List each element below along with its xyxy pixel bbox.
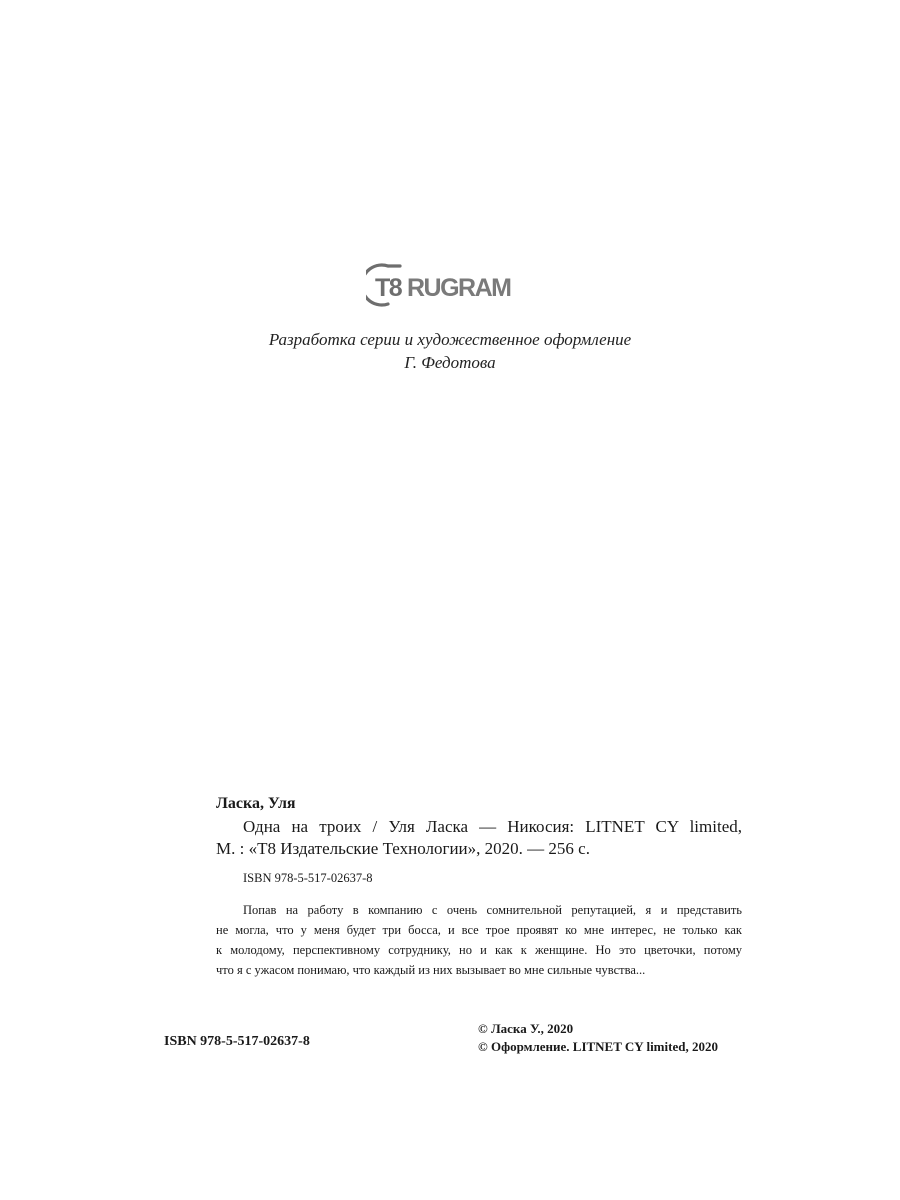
citation-line: М. : «Т8 Издательские Технологии», 2020. — 256 с. — [216, 839, 590, 858]
citation-line: Одна на троих / Уля Ласка — Никосия: LITNET CY limited, — [243, 817, 742, 836]
annotation — [216, 900, 742, 980]
logo-mark: T8 — [375, 274, 402, 302]
publisher-logo — [366, 262, 526, 308]
annotation-line: к молодому, перспективному сотруднику, но и как к женщине. Но это цветочки, потому — [216, 943, 742, 957]
bibliographic-record — [216, 794, 742, 980]
credit-line-design: Разработка серии и художественное оформление — [268, 330, 632, 349]
annotation-line: что я с ужасом понимаю, что каждый из них вызывает во мне сильные чувства... — [216, 963, 646, 977]
annotation-line: Попав на работу в компанию с очень сомнительной репутацией, я и представить — [243, 903, 742, 917]
citation — [216, 816, 742, 860]
copyright-author: © Ласка У., 2020 — [478, 1021, 574, 1036]
t8-rugram-logo-icon — [366, 262, 526, 308]
record-isbn: ISBN 978-5-517-02637-8 — [243, 871, 373, 885]
footer-isbn: ISBN 978-5-517-02637-8 — [164, 1034, 310, 1049]
credit-line-designer: Г. Федотова — [404, 353, 496, 372]
copyright-design: © Оформление. LITNET CY limited, 2020 — [478, 1039, 718, 1054]
annotation-line: не могла, что у меня будет три босса, и все трое проявят ко мне интерес, не только как — [216, 923, 742, 937]
author-heading: Ласка, Уля — [216, 795, 296, 812]
series-design-credit — [0, 328, 900, 374]
copyright-block — [478, 1020, 718, 1056]
logo-name: RUGRAM — [407, 274, 511, 302]
